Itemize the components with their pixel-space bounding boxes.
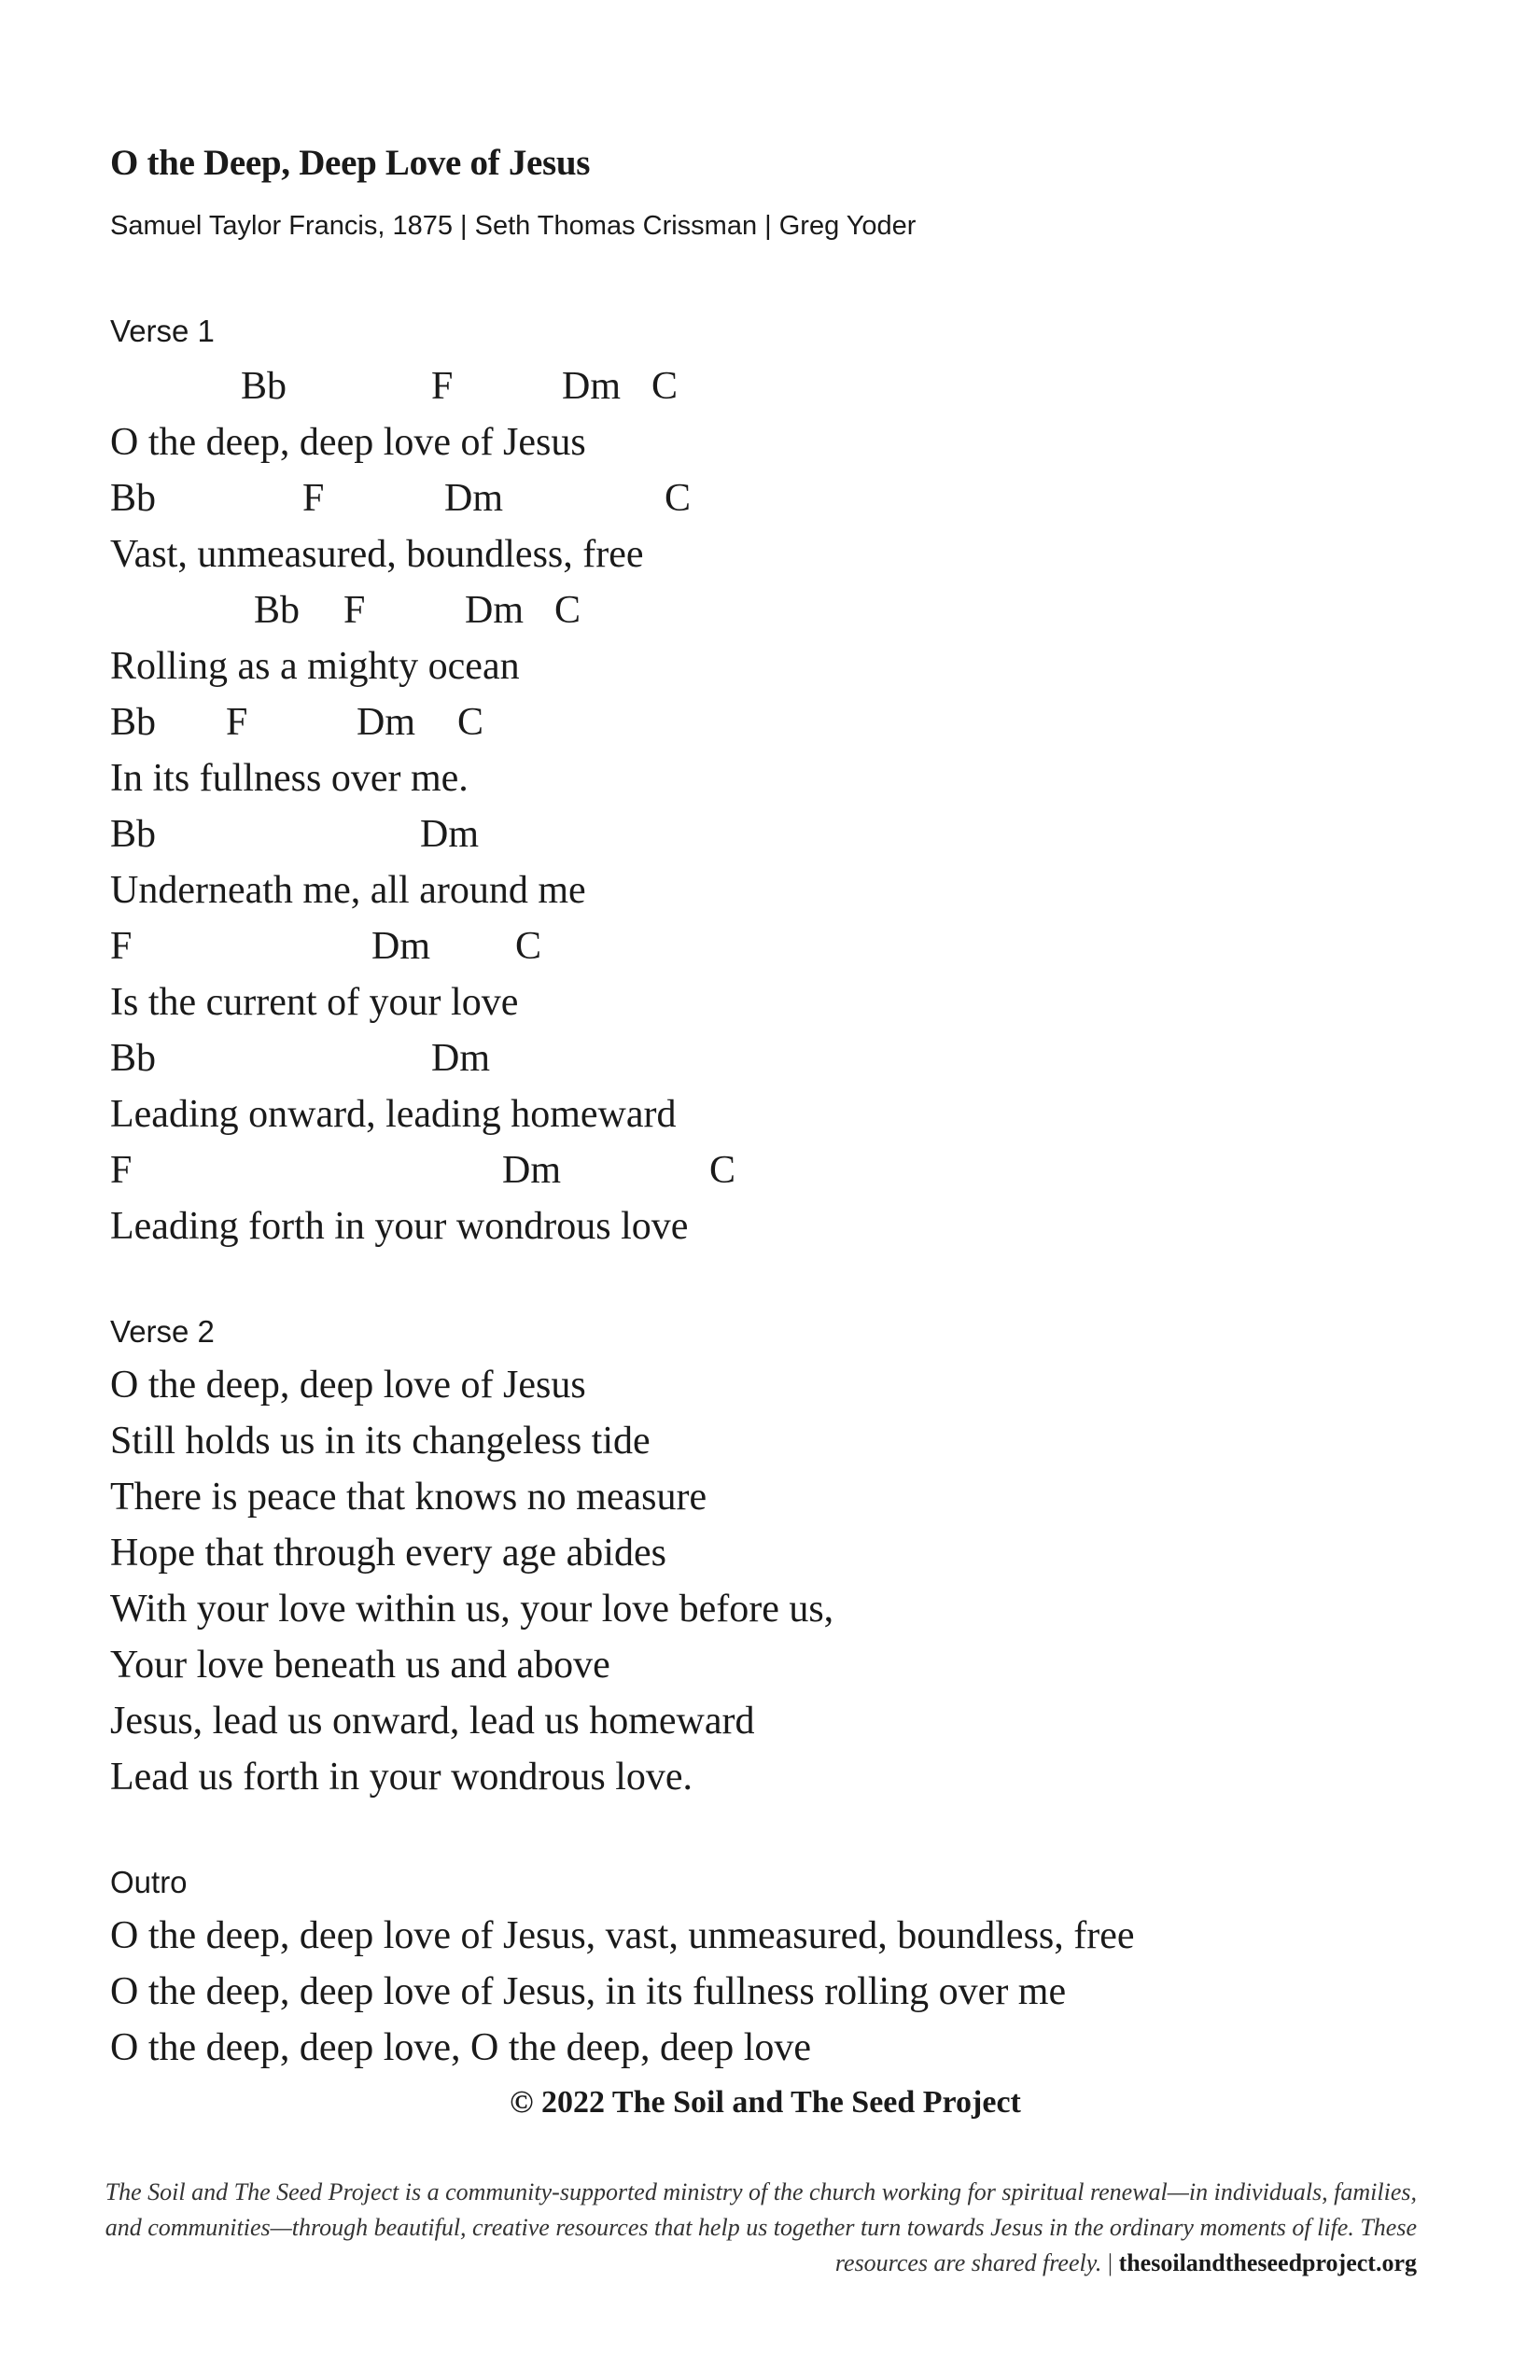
chord: C <box>665 477 692 520</box>
song-credits: Samuel Taylor Francis, 1875 | Seth Thomas Crissman | Greg Yoder <box>110 211 917 241</box>
chord: F <box>431 365 454 408</box>
verse-1-lyric-line-2: Vast, unmeasured, boundless, free <box>110 533 644 576</box>
chord: Dm <box>431 1037 490 1080</box>
song-title: O the Deep, Deep Love of Jesus <box>110 143 591 183</box>
chord: C <box>457 701 484 744</box>
chord: F <box>302 477 325 520</box>
copyright-notice: © 2022 The Soil and The Seed Project <box>510 2085 1021 2120</box>
verse-2-lyric-line: Jesus, lead us onward, lead us homeward <box>110 1700 755 1743</box>
verse-1-label: Verse 1 <box>110 314 215 348</box>
chord: Bb <box>254 589 301 632</box>
chord: F <box>226 701 248 744</box>
about-text: The Soil and The Seed Project is a community-supported ministry of the church working for spiritual renewal—in individuals, families, and communities—through beautiful, creative resources that help us together turn towards Jesus in the ordinary moments of life. These resources are shared freely. <box>105 2178 1417 2276</box>
chord: Dm <box>357 701 415 744</box>
chord: Dm <box>371 925 430 968</box>
verse-1-lyric-line-4: In its fullness over me. <box>110 757 469 800</box>
verse-1-lyric-line-1: O the deep, deep love of Jesus <box>110 421 586 464</box>
chord: F <box>110 1149 133 1192</box>
outro-lyric-line: O the deep, deep love, O the deep, deep love <box>110 2026 812 2069</box>
chord: Bb <box>110 477 157 520</box>
verse-2-lyric-line: There is peace that knows no measure <box>110 1476 707 1519</box>
verse-2-lyric-line: O the deep, deep love of Jesus <box>110 1364 586 1407</box>
chord: F <box>343 589 366 632</box>
verse-2-lyric-line: Hope that through every age abides <box>110 1532 666 1575</box>
chord: Bb <box>110 813 157 856</box>
chord: Bb <box>110 1037 157 1080</box>
ministry-description <box>91 2175 1417 2281</box>
verse-2-lyric-line: With your love within us, your love before us, <box>110 1588 834 1631</box>
separator: | <box>1101 2249 1119 2276</box>
verse-1-lyric-line-7: Leading onward, leading homeward <box>110 1093 677 1136</box>
outro-lyric-line: O the deep, deep love of Jesus, in its fullness rolling over me <box>110 1970 1067 2013</box>
verse-2-lyric-line: Your love beneath us and above <box>110 1644 610 1687</box>
verse-1-lyric-line-5: Underneath me, all around me <box>110 869 586 912</box>
chord: Bb <box>241 365 287 408</box>
chord: C <box>709 1149 736 1192</box>
verse-2-label: Verse 2 <box>110 1314 215 1349</box>
chord: C <box>554 589 581 632</box>
verse-1-lyric-line-8: Leading forth in your wondrous love <box>110 1205 689 1248</box>
chord: Dm <box>444 477 503 520</box>
chord: C <box>515 925 542 968</box>
verse-2-lyric-line: Still holds us in its changeless tide <box>110 1420 651 1463</box>
chord: Dm <box>502 1149 561 1192</box>
chord: Bb <box>110 701 157 744</box>
verse-1-lyric-line-3: Rolling as a mighty ocean <box>110 645 520 688</box>
verse-2-lyric-line: Lead us forth in your wondrous love. <box>110 1756 693 1799</box>
website-link[interactable]: thesoilandtheseedproject.org <box>1118 2249 1417 2276</box>
chord: Dm <box>562 365 621 408</box>
chord: Dm <box>420 813 479 856</box>
verse-1-lyric-line-6: Is the current of your love <box>110 981 519 1024</box>
outro-label: Outro <box>110 1865 188 1899</box>
outro-lyric-line: O the deep, deep love of Jesus, vast, unmeasured, boundless, free <box>110 1914 1135 1957</box>
chord: Dm <box>465 589 524 632</box>
chord: C <box>651 365 679 408</box>
chord: F <box>110 925 133 968</box>
